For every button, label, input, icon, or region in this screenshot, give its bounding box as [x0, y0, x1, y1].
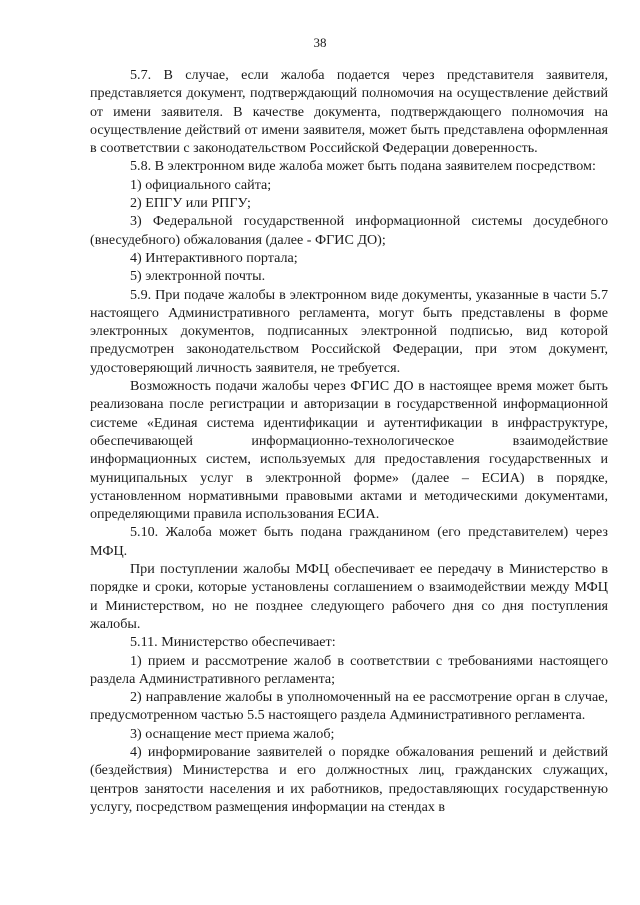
paragraph-5-7: 5.7. В случае, если жалоба подается через представителя заявителя, представляется документ, подтверждающий полномочия на осуществление действий от имени заявителя. В качестве документа, подтверждающего полномочия на осуществление действий от имени заявителя, может быть представлена оформленная в соответствии с законодательством Российской Федерации доверенность. — [90, 67, 608, 157]
document-body — [90, 66, 608, 816]
list-item-interactive-portal: 4) Интерактивного портала; — [130, 249, 298, 266]
list-item-forwarding: 2) направление жалобы в уполномоченный на ее рассмотрение орган в случае, предусмотренном частью 5.5 настоящего раздела Административного регламента. — [90, 689, 608, 724]
list-item-reception: 1) прием и рассмотрение жалоб в соответствии с требованиями настоящего раздела Административного регламента; — [90, 652, 608, 687]
page-number: 38 — [313, 35, 327, 50]
paragraph-mfc-transfer: При поступлении жалобы МФЦ обеспечивает ее передачу в Министерство в порядке и сроки, которые установлены соглашением о взаимодействии между МФЦ и Министерством, но не позднее следующего рабочего дня со дня поступления жалобы. — [90, 561, 608, 632]
list-item-official-site: 1) официального сайта; — [130, 176, 272, 193]
paragraph-fgis-do-access: Возможность подачи жалобы через ФГИС ДО в настоящее время может быть реализована после регистрации и авторизации в государственной информационной системе «Единая система идентификации и аутентификации в инфраструктуре, обеспечивающей информационно-технологическое взаимодействие информационных систем, используемых для предоставления государственных и муниципальных услуг в электронной форме» (далее – ЕСИА) в порядке, установленном нормативными правовыми актами и методическими документами, определяющими правила использования ЕСИА. — [90, 378, 608, 523]
list-item-fgis-do: 3) Федеральной государственной информационной системы досудебного (внесудебного) обжалования (далее - ФГИС ДО); — [90, 213, 608, 248]
list-item-epgu-rpgu: 2) ЕПГУ или РПГУ; — [130, 195, 251, 212]
list-item-email: 5) электронной почты. — [130, 268, 266, 285]
list-item-equipment: 3) оснащение мест приема жалоб; — [130, 725, 335, 742]
paragraph-5-9: 5.9. При подаче жалобы в электронном виде документы, указанные в части 5.7 настоящего Административного регламента, могут быть представлены в форме электронных документов, подписанных электронной подписью, вид которой предусмотрен законодательством Российской Федерации, при этом документ, удостоверяющий личность заявителя, не требуется. — [90, 286, 608, 376]
paragraph-5-10: 5.10. Жалоба может быть подана гражданином (его представителем) через МФЦ. — [90, 524, 608, 559]
paragraph-5-11: 5.11. Министерство обеспечивает: — [130, 634, 336, 651]
list-item-informing: 4) информирование заявителей о порядке обжалования решений и действий (бездействия) Министерства и его должностных лиц, гражданских служащих, центров занятости населения и их работников, предоставляющих государственную услугу, посредством размещения информации на стендах в — [90, 743, 608, 815]
paragraph-5-8: 5.8. В электронном виде жалоба может быть подана заявителем посредством: — [130, 158, 596, 175]
